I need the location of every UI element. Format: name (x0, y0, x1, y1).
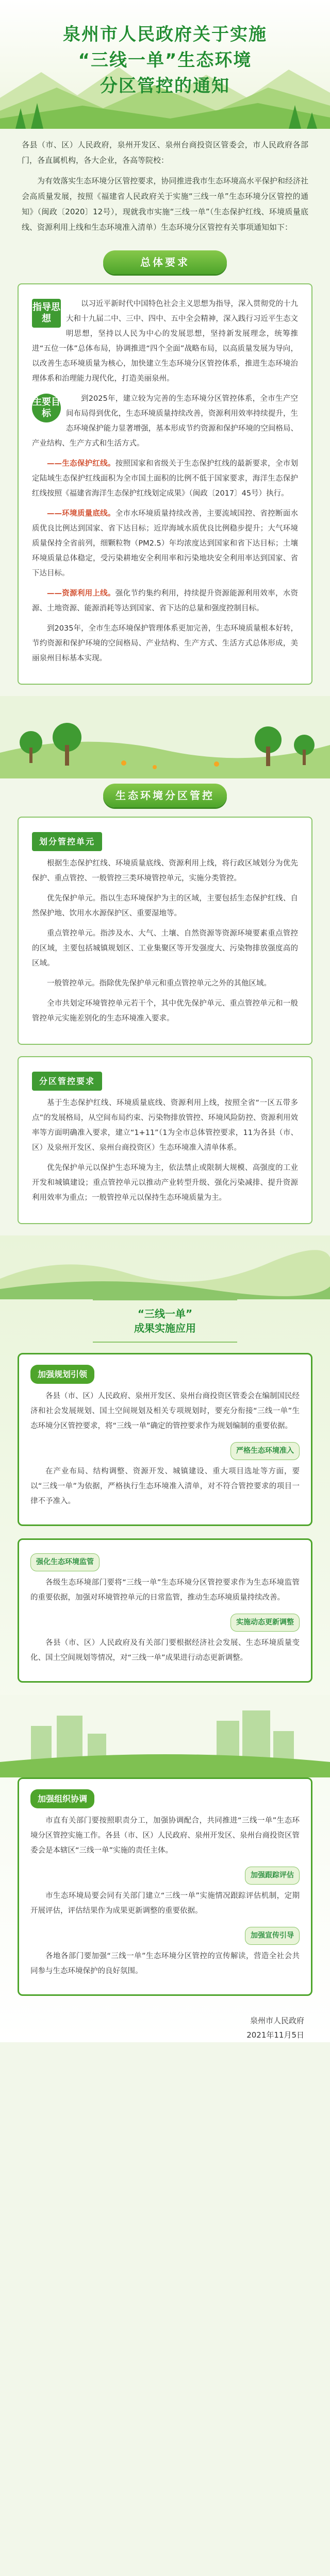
paragraph: 到2035年，全市生态环境保护管理体系更加完善，生态环境质量根本好转，节约资源和保护环境的空间格局、产业结构、生产方式、生活方式总体形成，美丽泉州目标基本实现。 (32, 624, 298, 663)
block-planning (18, 1353, 312, 1526)
signature-date: 2021年11月5日 (246, 2030, 304, 2040)
paragraph: 各地各部门要加强“三线一单”生态环境分区管控的宣传解读，营造全社会共同参与生态环境保护的良好氛围。 (30, 1952, 300, 1975)
label-strict-access: 严格生态环境准入 (230, 1442, 300, 1460)
label-supervision: 强化生态环境监管 (30, 1553, 100, 1571)
block-title: 加强组织协调 (30, 1789, 94, 1808)
paragraph: 在产业布局、结构调整、资源开发、城镇建设、重大项目选址等方面，要以“三线一单”为依据，严格执行生态环境准入清单，对不符合管控要求的项目一律不予准入。 (30, 1467, 300, 1505)
paragraph: 根据生态保护红线、环境质量底线、资源利用上线，将行政区域划分为优先保护、重点管控、一般管控三类环境管控单元，实施分类管控。 (32, 859, 298, 883)
paragraph: 一般管控单元。指除优先保护单元和重点管控单元之外的其他区域。 (47, 979, 271, 988)
paragraph: 全市水环境质量持续改善，主要流域国控、省控断面水质优良比例达到国家、省下达目标；近岸海域水质优良比例稳步提升；大气环境质量保持全省前列，细颗粒物（PM2.5）年均浓度达到国家和省下达目标；土壤环境质量总体稳定，受污染耕地安全利用率和污染地块安全利用率达到国家、省下达目标。 (32, 510, 299, 578)
tag-guiding-ideology: 指导思想 (32, 299, 61, 328)
paragraph: 各县（市、区）人民政府、泉州开发区、泉州台商投资区管委会在编制国民经济和社会发展规划、国土空间规划及相关专项规划时，要充分衔接“三线一单”生态环境分区管控要求，将“三线一单”确定的管控要求作为规划编制的重要依据。 (30, 1392, 300, 1430)
section-title-application (93, 1299, 237, 1343)
city-illustration (0, 1695, 330, 1777)
paragraph: 市直有关部门要按照职责分工，加强协调配合，共同推进“三线一单”生态环境分区管控实施工作。各县（市、区）人民政府、泉州开发区、泉州台商投资区管委会是本辖区“三线一单”实施的责任主体。 (30, 1817, 300, 1855)
page-title (0, 0, 330, 99)
paragraph: 强化节约集约利用，持续提升资源能源利用效率，水资源、土地资源、能源消耗等达到国家、省下达的总量和强度控制目标。 (32, 589, 299, 613)
highlight-environmental-baseline: ——环境质量底线。 (47, 510, 116, 518)
application-section (0, 1235, 330, 2042)
title-line-3: 分区管控的通知 (100, 76, 230, 96)
title-line-1: 泉州市人民政府关于实施 (63, 24, 267, 45)
paragraph: 全市共划定环境管控单元若干个，其中优先保护单元、重点管控单元和一般管控单元实施差别化的生态环境准入要求。 (32, 999, 298, 1023)
paragraph: 以习近平新时代中国特色社会主义思想为指导，深入贯彻党的十九大和十九届二中、三中、四中、五中全会精神，深入践行习近平生态文明思想，坚持以人民为中心的发展思想，坚持新发展理念，统筹推进“五位一体”总体布局，协调推进“四个全面”战略布局，以高质量发展为导向，以改善生态环境质量为核心，加快建立生态环境分区管控体系，推进生态环境治理体系和治理能力现代化，打造美丽泉州。 (32, 300, 298, 383)
header-banner (0, 0, 330, 129)
highlight-ecological-redline: ——生态保护红线。 (47, 460, 116, 468)
card-zoning-requirements (18, 1056, 312, 1224)
paragraph: 重点管控单元。指涉及水、大气、土壤、自然资源等资源环境要素重点管控的区域，主要包括城镇规划区、工业集聚区等开发强度大、污染物排放强度高的区域。 (32, 929, 298, 968)
block-supervision (18, 1538, 312, 1683)
card-divide-units (18, 817, 312, 1045)
paragraph: 优先保护单元。指以生态环境保护为主的区域，主要包括生态保护红线、自然保护地、饮用水水源保护区、重要湿地等。 (32, 894, 298, 918)
label-evaluation: 加强跟踪评估 (245, 1867, 300, 1885)
block-coordination (18, 1777, 312, 1996)
signature (0, 2008, 330, 2042)
label-publicity: 加强宣传引导 (245, 1927, 300, 1945)
signature-org: 泉州市人民政府 (250, 2016, 304, 2025)
intro-text (0, 129, 330, 245)
paragraph: 到2025年，建立较为完善的生态环境分区管控体系，全市生产空间布局得到优化，生态环境质量持续改善，资源利用效率持续提升，生态环境保护能力显著增强，基本形成节约资源和保护环境的空间格局、产业结构、生产方式和生活方式。 (32, 395, 298, 448)
paragraph: 市生态环境局要会同有关部门建立“三线一单”实施情况跟踪评估机制，定期开展评估，评估结果作为成果更新调整的重要依据。 (30, 1892, 300, 1915)
hills-illustration (0, 1243, 330, 1299)
tag-main-goals: 主要目标 (32, 394, 61, 422)
paragraph: 基于生态保护红线、环境质量底线、资源利用上线，按照全省“一区五带多点”的发展格局，从空间布局约束、污染物排放管控、环境风险防控、资源利用效率等方面明确准入要求，建立“1+11”（1为全市总体管控要求，11为各县（市、区）及泉州开发区、泉州台商投资区）生态环境准入清单体系。 (32, 1099, 298, 1152)
title-line-2: “三线一单”生态环境 (78, 50, 252, 71)
paragraph: 各县（市、区）人民政府及有关部门要根据经济社会发展、生态环境质量变化、国土空间规划等情况，对“三线一单”成果进行动态更新调整。 (30, 1639, 300, 1662)
intro-paragraph: 为有效落实生态环境分区管控要求，协同推进我市生态环境高水平保护和经济社会高质量发展，按照《福建省人民政府关于实施“三线一单”生态环境分区管控的通知》（闽政〔2020〕12号），现就我市实施“三线一单”（生态保护红线、环境质量底线、资源利用上线和生态环境准入清单）生态环境分区管控有关事项通知如下： (22, 176, 308, 232)
intro-lead: 各县（市、区）人民政府，泉州开发区、泉州台商投资区管委会，市人民政府各部门，各直属机构，各大企业，各高等院校： (22, 140, 308, 165)
subsection-title: 分区管控要求 (32, 1072, 102, 1091)
highlight-resource-ceiling: ——资源利用上线。 (47, 589, 116, 598)
card-overall-requirements (18, 283, 312, 685)
title-line: 成果实施应用 (134, 1322, 196, 1334)
section-title-overall: 总体要求 (103, 250, 227, 274)
title-line: “三线一单” (137, 1308, 193, 1320)
paragraph: 按照国家和省级关于生态保护红线的最新要求，全市划定陆域生态保护红线面积为全市国土面积的比例不低于国家要求，海洋生态保护红线按照《福建省海洋生态保护红线划定成果》（闽政〔2017〕45号）执行。 (32, 460, 299, 498)
subsection-title: 划分管控单元 (32, 832, 102, 851)
paragraph: 优先保护单元以保护生态环境为主，依法禁止或限制大规模、高强度的工业开发和城镇建设；重点管控单元以推动产业转型升级、强化污染减排、提升资源利用效率为重点；一般管控单元以保持生态环境质量为主。 (32, 1164, 298, 1202)
forest-illustration (0, 696, 330, 778)
label-dynamic-update: 实施动态更新调整 (230, 1614, 300, 1632)
paragraph: 各级生态环境部门要将“三线一单”生态环境分区管控要求作为生态环境监管的重要依据，加强对环境管控单元的日常监管，推动生态环境质量持续改善。 (30, 1579, 300, 1602)
block-title: 加强规划引领 (30, 1365, 94, 1384)
section-title-zoning: 生态环境分区管控 (103, 784, 227, 807)
